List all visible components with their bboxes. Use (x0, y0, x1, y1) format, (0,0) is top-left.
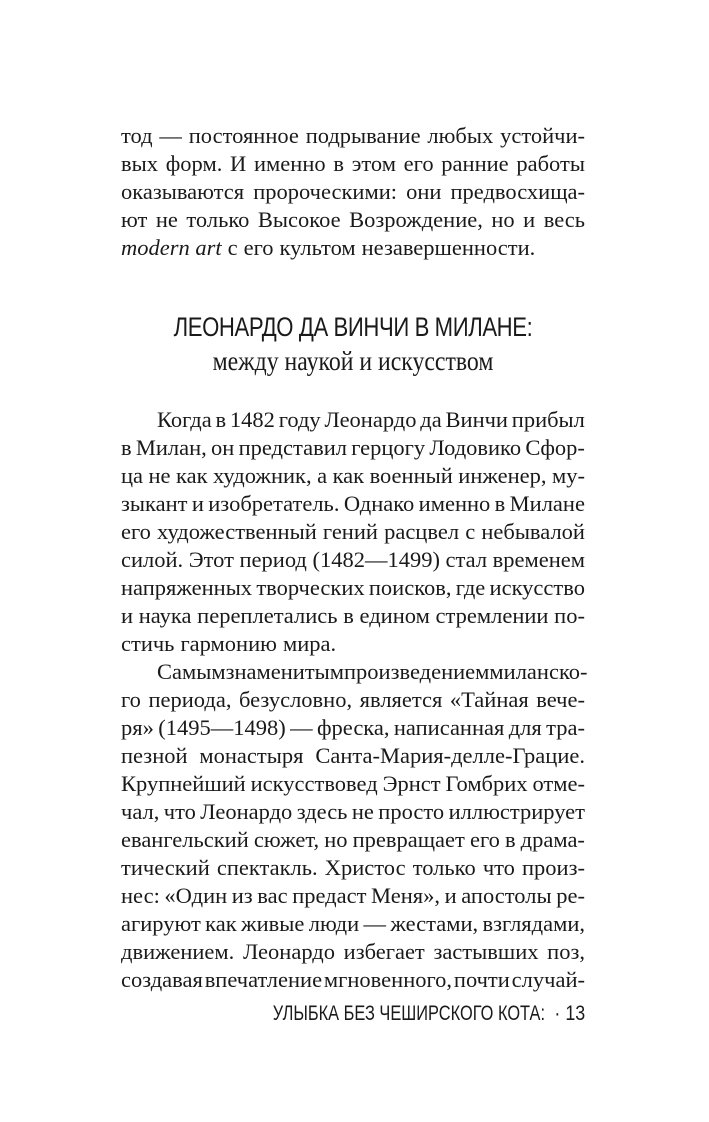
word: Санта-Мария-делле-Грацие. (315, 743, 585, 768)
word: «Один (164, 883, 228, 908)
word: не (155, 207, 178, 232)
word: стичь (121, 631, 175, 656)
word: монастыря (199, 743, 304, 768)
word: они (406, 179, 442, 204)
word: Гомбрих (445, 771, 528, 796)
word: периода, (148, 687, 232, 712)
word: го (121, 687, 141, 712)
word: Когда (157, 407, 212, 432)
paragraph-1 (121, 406, 585, 658)
word: временем (492, 547, 585, 572)
word: из (231, 883, 253, 908)
word: Однако (343, 491, 415, 516)
text-line (121, 770, 585, 798)
word: что (482, 855, 515, 880)
word: но (324, 827, 348, 852)
word: тод (121, 123, 153, 148)
word: знаменитым (225, 659, 345, 684)
word: что (163, 799, 196, 824)
running-title: УЛЫБКА БЕЗ ЧЕШИРСКОГО КОТА: (272, 1002, 545, 1025)
text-line (121, 938, 585, 966)
word: период (239, 547, 307, 572)
word: а (317, 463, 328, 488)
word: ранние (441, 151, 509, 176)
word: постоянное (188, 123, 299, 148)
text-line (121, 826, 585, 854)
intro-paragraph (121, 122, 585, 262)
word: работы (516, 151, 585, 176)
word: в (215, 407, 227, 432)
word: тра- (546, 715, 585, 740)
word: герцогу (351, 435, 426, 460)
word: стал (445, 547, 488, 572)
word: люди (308, 911, 360, 936)
word: взглядами, (482, 911, 585, 936)
section-heading (121, 310, 585, 378)
text-line (121, 150, 585, 178)
word: предвосхища- (450, 179, 585, 204)
word: агируют (121, 911, 201, 936)
word: поз, (547, 939, 585, 964)
text-line (121, 178, 585, 206)
page-body (121, 122, 588, 994)
word: мира. (282, 631, 337, 656)
word: спектакль. (216, 855, 318, 880)
word: с (227, 235, 238, 260)
text-line (121, 854, 585, 882)
word: му- (552, 463, 585, 488)
word: вече- (536, 687, 585, 712)
text-line (121, 882, 585, 910)
word: является (359, 687, 443, 712)
word: «Тайная (449, 687, 529, 712)
word: творческих (256, 575, 365, 600)
word: апостолы (461, 883, 552, 908)
word: не (148, 463, 171, 488)
word: поисков, (368, 575, 452, 600)
text-line (121, 686, 585, 714)
word: в (343, 603, 354, 628)
word: И (230, 151, 247, 176)
word: избегает (343, 939, 425, 964)
word: форм. (165, 151, 223, 176)
word: произведением (344, 659, 490, 684)
word: предаст (292, 883, 367, 908)
word: его (469, 827, 500, 852)
word: и (444, 883, 457, 908)
word: впечатление (204, 967, 323, 992)
word: — (159, 123, 182, 148)
running-footer (121, 1000, 585, 1028)
text-line (121, 602, 585, 630)
word: где (455, 575, 486, 600)
word: Винчи (445, 407, 508, 432)
word: культом (279, 235, 356, 260)
text-line (121, 518, 585, 546)
text-line (121, 490, 585, 518)
word: ря» (121, 715, 154, 740)
word: для (508, 715, 542, 740)
word: силой. (121, 547, 184, 572)
word: тический (121, 855, 210, 880)
word: живые (241, 911, 305, 936)
section-subtitle: между наукой и искусством (212, 346, 494, 376)
word: в (121, 435, 132, 460)
word: этом (351, 151, 396, 176)
word: ре- (556, 883, 585, 908)
word: незавершенности. (361, 235, 536, 260)
word: почти (453, 967, 510, 992)
word: изобретатель. (208, 491, 340, 516)
page-number: · 13 (554, 1002, 585, 1025)
word: его (403, 151, 434, 176)
word: евангельский (121, 827, 249, 852)
word: 1482 (229, 407, 275, 432)
word: фреска, (316, 715, 390, 740)
word: застывших (433, 939, 539, 964)
word: Милан, (135, 435, 207, 460)
word: — (363, 911, 386, 936)
word: художественный (157, 519, 317, 544)
word: любых (427, 123, 494, 148)
word: его (243, 235, 274, 260)
word: но (491, 207, 515, 232)
word: его (121, 519, 151, 544)
word: (1495—1498) (158, 715, 286, 740)
text-line (121, 714, 585, 742)
word: весь (543, 207, 585, 232)
word: с (465, 519, 476, 544)
text-line (121, 406, 585, 434)
word: едином (359, 603, 430, 628)
word: вых (121, 151, 158, 176)
word: военный (369, 463, 453, 488)
text-line (121, 234, 585, 262)
word: Самым (157, 659, 226, 684)
text-line (121, 462, 585, 490)
word: и (191, 491, 204, 516)
word: Милане (509, 491, 585, 516)
word: инженер, (458, 463, 547, 488)
text-line (121, 630, 585, 658)
word: как (205, 911, 237, 936)
word: Лодовико (429, 435, 522, 460)
word: иллюстрирует (448, 799, 585, 824)
word: Эрнст (382, 771, 441, 796)
word: напряженных (121, 575, 253, 600)
word: Леонардо (200, 799, 293, 824)
word: вас (257, 883, 288, 908)
word: безусловно, (239, 687, 353, 712)
word: и (121, 603, 134, 628)
word: только (412, 855, 476, 880)
word: в (333, 151, 344, 176)
text-line (121, 122, 585, 150)
word: расцвел (384, 519, 460, 544)
word: году (278, 407, 321, 432)
word: только (186, 207, 250, 232)
word: драма- (520, 827, 585, 852)
word: ют (121, 207, 148, 232)
word: искусство (489, 575, 585, 600)
word: Леонардо (242, 939, 335, 964)
text-line (121, 742, 585, 770)
word: Леонардо (324, 407, 417, 432)
word: да (420, 407, 442, 432)
word: как (176, 463, 208, 488)
word: — (290, 715, 313, 740)
text-line (121, 546, 585, 574)
word: гений (322, 519, 378, 544)
word: сюжет, (253, 827, 320, 852)
word: оказываются (121, 179, 245, 204)
italic-phrase: modern art (121, 235, 222, 260)
word: зыкант (121, 491, 188, 516)
word: мгновенного, (323, 967, 453, 992)
word: именно (418, 491, 491, 516)
word: произ- (522, 855, 585, 880)
word: искусствовед (250, 771, 378, 796)
word: движением. (121, 939, 235, 964)
word: художник, (213, 463, 312, 488)
word: миланско- (489, 659, 588, 684)
word: и (523, 207, 536, 232)
text-line (121, 206, 585, 234)
text-line (121, 966, 585, 994)
word: просто (378, 799, 445, 824)
word: нес: (121, 883, 160, 908)
word: устойчи- (500, 123, 585, 148)
word: Этот (188, 547, 234, 572)
section-title: ЛЕОНАРДО ДА ВИНЧИ В МИЛАНЕ: (173, 312, 533, 342)
word: он (211, 435, 235, 460)
word: случай- (511, 967, 585, 992)
word: Возрождение, (349, 207, 483, 232)
text-line (121, 434, 585, 462)
word: (1482—1499) (312, 547, 440, 572)
word: Крупнейший (121, 771, 246, 796)
word: Высокое (257, 207, 341, 232)
word: в (494, 491, 506, 516)
text-line (121, 658, 588, 686)
word: гармонию (180, 631, 277, 656)
word: превращает (352, 827, 465, 852)
word: именно (254, 151, 326, 176)
paragraph-2 (121, 658, 588, 994)
text-line (121, 798, 585, 826)
word: Меня», (371, 883, 440, 908)
word: пророческими: (253, 179, 397, 204)
word: чал, (121, 799, 160, 824)
word: наука (138, 603, 192, 628)
word: пезной (121, 743, 188, 768)
word: ца (121, 463, 144, 488)
word: не (351, 799, 374, 824)
word: здесь (296, 799, 348, 824)
word: Христос (324, 855, 406, 880)
word: стремлении (435, 603, 549, 628)
text-line (121, 574, 585, 602)
word: написанная (393, 715, 505, 740)
word: небывалой (481, 519, 585, 544)
text-line (121, 910, 585, 938)
word: прибыл (511, 407, 585, 432)
word: создавая (121, 967, 203, 992)
word: представил (238, 435, 347, 460)
word: переплетались (197, 603, 338, 628)
word: по- (554, 603, 585, 628)
word: Сфор- (525, 435, 585, 460)
word: жестами, (390, 911, 479, 936)
word: подрывание (305, 123, 421, 148)
word: отме- (532, 771, 585, 796)
word: в (504, 827, 516, 852)
word: как (332, 463, 365, 488)
